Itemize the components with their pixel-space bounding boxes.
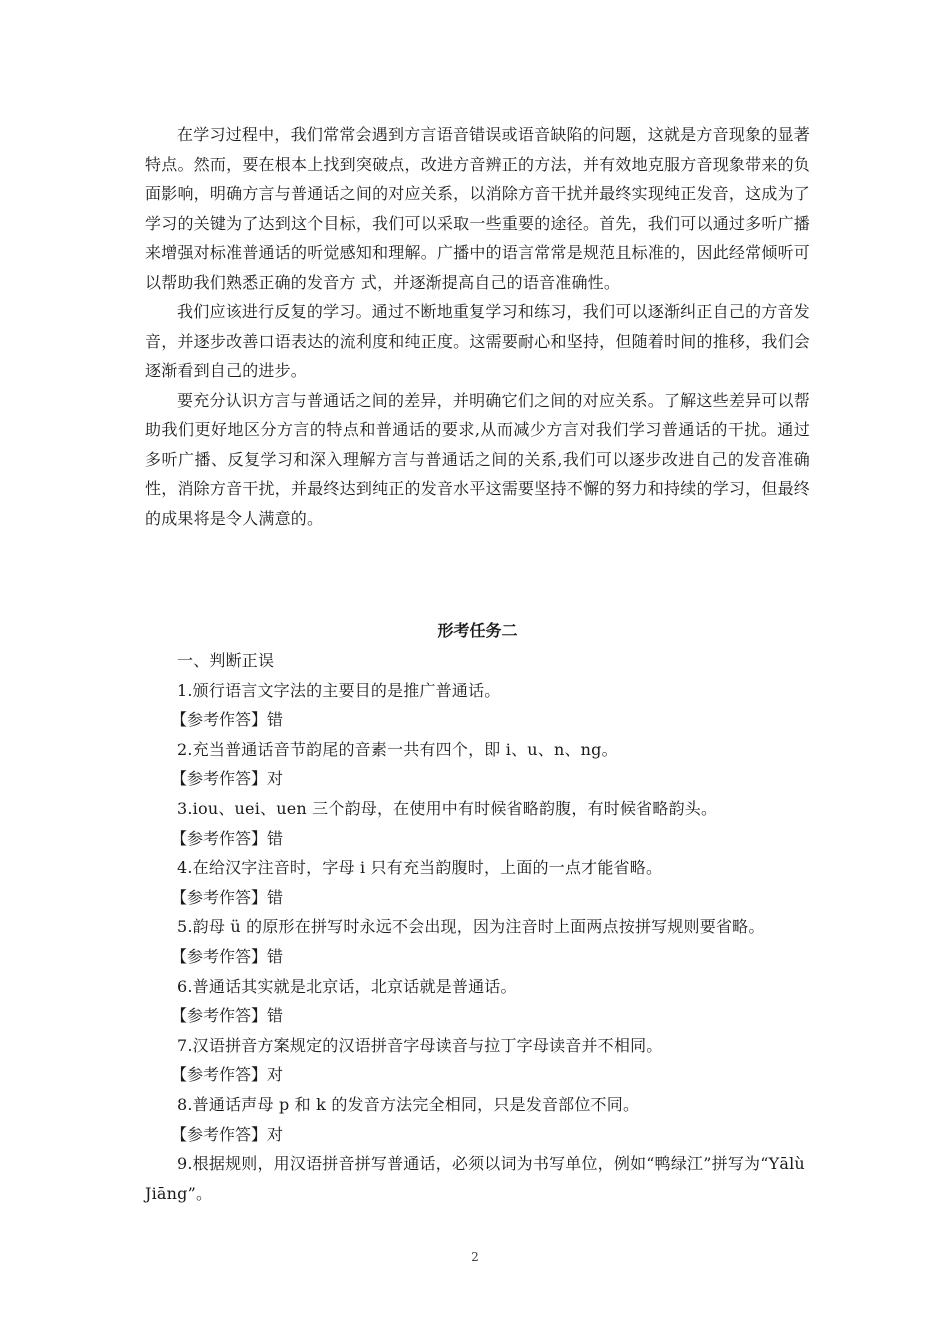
paragraph-1: 在学习过程中，我们常常会遇到方言语音错误或语音缺陷的问题，这就是方音现象的显著特点。然而，要在根本上找到突破点，改进方音辨正的方法，并有效地克服方音现象带来的负面影响，明确方言与普通话之间的对应关系，以消除方音干扰并最终实现纯正发音，这成为了学习的关键为了达到这个目标，我们可以采取一些重要的途径。首先，我们可以通过多听广播来增强对标准普通话的听觉感知和理解。广播中的语言常常是规范且标准的，因此经常倾听可以帮助我们熟悉正确的发音方 式，并逐渐提高自己的语音准确性。: [145, 125, 810, 292]
question-1: 1.颁行语言文字法的主要目的是推广普通话。: [177, 680, 501, 700]
paragraph-3: 要充分认识方言与普通话之间的差异，并明确它们之间的对应关系。了解这些差异可以帮助我们更好地区分方言的特点和普通话的要求,从而减少方言对我们学习普通话的干扰。通过多听广播、反复学习和深入理解方言与普通话之间的关系,我们可以逐步改进自己的发音准确性，消除方音干扰，并最终达到纯正的发音水平这需要坚持不懈的努力和持续的学习，但最终的成果将是令人满意的。: [145, 390, 810, 528]
answer-2: 【参考作答】对: [171, 769, 284, 789]
question-9: 9.根据规则，用汉语拼音拼写普通话，必须以词为书写单位，例如“鸭绿江”拼写为“Yālù Jiāng”。: [145, 1154, 805, 1203]
intro-text: [145, 120, 810, 533]
answer-8: 【参考作答】对: [171, 1124, 284, 1144]
subsection-heading: 一、判断正误: [177, 651, 275, 670]
question-7: 7.汉语拼音方案规定的汉语拼音字母读音与拉丁字母读音并不相同。: [177, 1035, 663, 1055]
answer-5: 【参考作答】错: [171, 946, 284, 966]
question-2: 2.充当普通话音节韵尾的音素一共有四个，即 i、u、n、ng。: [177, 739, 618, 759]
answer-7: 【参考作答】对: [171, 1065, 284, 1085]
page-number: 2: [471, 1250, 479, 1264]
question-list: [145, 646, 810, 1208]
section-title: 形考任务二: [437, 621, 518, 640]
question-8: 8.普通话声母 p 和 k 的发音方法完全相同，只是发音部位不同。: [177, 1094, 640, 1114]
question-3: 3.iou、uei、uen 三个韵母，在使用中有时候省略韵腹，有时候省略韵头。: [177, 798, 718, 818]
paragraph-2: 我们应该进行反复的学习。通过不断地重复学习和练习，我们可以逐渐纠正自己的方音发音，并逐步改善口语表达的流利度和纯正度。这需要耐心和坚持，但随着时间的推移，我们会逐渐看到自己的进步。: [145, 302, 810, 380]
answer-1: 【参考作答】错: [171, 710, 284, 730]
answer-6: 【参考作答】错: [171, 1006, 284, 1026]
question-6: 6.普通话其实就是北京话，北京话就是普通话。: [177, 976, 517, 996]
question-4: 4.在给汉字注音时，字母 i 只有充当韵腹时，上面的一点才能省略。: [177, 858, 663, 878]
question-5: 5.韵母 ü 的原形在拼写时永远不会出现，因为注音时上面两点按拼写规则要省略。: [177, 917, 765, 937]
answer-3: 【参考作答】错: [171, 828, 284, 848]
answer-4: 【参考作答】错: [171, 887, 284, 907]
